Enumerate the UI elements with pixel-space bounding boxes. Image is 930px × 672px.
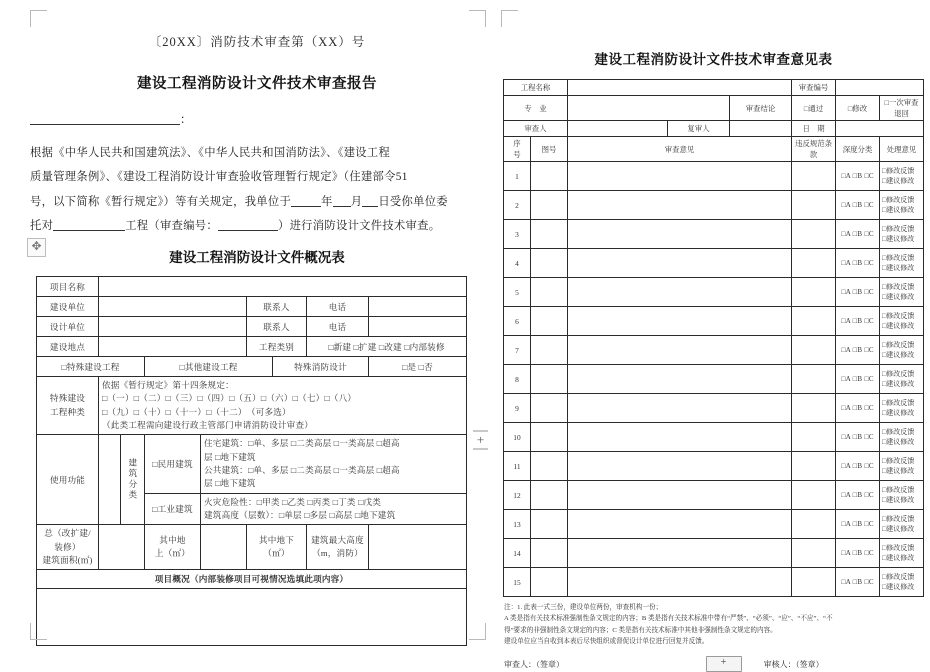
row-seq-13: 13 bbox=[504, 510, 531, 539]
cell-project-name-value[interactable] bbox=[99, 277, 467, 297]
cell-site-label: 建设地点 bbox=[37, 337, 99, 357]
row-clause-3[interactable] bbox=[792, 220, 836, 249]
footnote-line-2: A 类是指有关技术标准强制性条文规定的内容；B 类是指有关技术标准中带有“严禁”、“必须”、“应”、“不应”、“不 bbox=[504, 615, 833, 623]
para-line-3d: 日受你单位委 bbox=[378, 195, 448, 208]
cell-civil-building-checkbox[interactable]: □民用建筑 bbox=[145, 435, 201, 493]
row-depth-5[interactable]: □A □B □C bbox=[836, 278, 880, 307]
handling-option-suggest[interactable]: □建议修改 bbox=[882, 177, 915, 185]
cell-date-label: 日 期 bbox=[792, 121, 836, 137]
row-seq-11: 11 bbox=[504, 452, 531, 481]
total-area-line2: 建筑面积(㎡) bbox=[42, 554, 93, 565]
row-handling-11[interactable] bbox=[880, 452, 924, 481]
footnote-line-1: 注：1. 此表一式三份，建设单位两份，审查机构一份； bbox=[504, 604, 663, 611]
table-row bbox=[504, 80, 924, 96]
cell-design-unit-label: 设计单位 bbox=[37, 317, 99, 337]
overview-table-title: 建设工程消防设计文件概况表 bbox=[169, 250, 345, 266]
table-row bbox=[37, 317, 467, 337]
row-drawing-7[interactable] bbox=[531, 336, 568, 365]
row-seq-5: 5 bbox=[504, 278, 531, 307]
handling-option-suggest[interactable]: □建议修改 bbox=[882, 351, 915, 359]
addressee-colon: ： bbox=[180, 114, 192, 126]
cell-special-kind-label bbox=[37, 377, 99, 435]
row-handling-3[interactable] bbox=[880, 220, 924, 249]
row-drawing-12[interactable] bbox=[531, 481, 568, 510]
cell-total-area-label bbox=[37, 525, 99, 570]
cell-total-area-value[interactable] bbox=[99, 525, 145, 570]
column-header-seq bbox=[504, 137, 531, 162]
row-opinion-13[interactable] bbox=[568, 510, 792, 539]
row-depth-4[interactable]: □A □B □C bbox=[836, 249, 880, 278]
row-clause-12[interactable] bbox=[792, 481, 836, 510]
row-handling-6[interactable] bbox=[880, 307, 924, 336]
seq-header-bottom: 号 bbox=[513, 150, 521, 159]
cell-special-fire-design-label: 特殊消防设计 bbox=[273, 357, 369, 377]
crop-mark-top-left bbox=[30, 10, 47, 27]
para-year: 年 bbox=[321, 195, 333, 208]
cell-review-no-value[interactable] bbox=[836, 80, 924, 96]
handling-option-feedback[interactable]: □修改反馈 bbox=[882, 311, 915, 320]
cell-under-ground-label bbox=[247, 525, 307, 570]
row-clause-13[interactable] bbox=[792, 510, 836, 539]
building-class-vertical-text: 建筑分类 bbox=[127, 457, 138, 501]
add-row-button[interactable]: + bbox=[706, 656, 742, 672]
row-opinion-1[interactable] bbox=[568, 162, 792, 191]
row-drawing-13[interactable] bbox=[531, 510, 568, 539]
table-row bbox=[504, 510, 924, 539]
civil-line-4: 层 □地下建筑 bbox=[204, 478, 256, 489]
crop-mark-top-left-right-page bbox=[501, 10, 518, 27]
cell-overview-textarea[interactable] bbox=[37, 589, 467, 646]
cell-other-project-checkbox[interactable]: □其他建设工程 bbox=[145, 357, 273, 377]
cell-project-type-label: 工程类别 bbox=[247, 337, 307, 357]
cell-project-name-value-r[interactable] bbox=[568, 80, 792, 96]
handling-option-suggest[interactable]: □建议修改 bbox=[882, 235, 915, 243]
row-handling-4[interactable] bbox=[880, 249, 924, 278]
handling-option-feedback[interactable]: □修改反馈 bbox=[882, 398, 915, 407]
row-depth-3[interactable]: □A □B □C bbox=[836, 220, 880, 249]
column-header-review-opinion: 审查意见 bbox=[568, 137, 792, 162]
cell-date-value[interactable] bbox=[836, 121, 924, 137]
row-handling-2[interactable] bbox=[880, 191, 924, 220]
handling-option-suggest[interactable]: □建议修改 bbox=[882, 525, 915, 533]
row-drawing-2[interactable] bbox=[531, 191, 568, 220]
handling-option-feedback[interactable]: □修改反馈 bbox=[882, 485, 915, 494]
seq-header-top: 序 bbox=[513, 139, 521, 148]
under-ground-line1: 其中地下 bbox=[258, 534, 295, 545]
special-basis-text: 依据《暂行规定》第十四条规定： bbox=[102, 380, 234, 391]
max-height-line2: （m，消防） bbox=[312, 548, 363, 559]
table-row bbox=[504, 568, 924, 597]
table-row bbox=[504, 539, 924, 568]
row-opinion-2[interactable] bbox=[568, 191, 792, 220]
row-handling-5[interactable] bbox=[880, 278, 924, 307]
handling-option-suggest[interactable]: □建议修改 bbox=[882, 206, 915, 214]
report-body-paragraph bbox=[30, 141, 484, 238]
para-line-4a: 托对 bbox=[30, 219, 54, 232]
para-month: 月 bbox=[350, 195, 363, 208]
handling-option-suggest[interactable]: □建议修改 bbox=[882, 496, 915, 504]
crop-mark-top-right bbox=[469, 10, 486, 27]
cell-industrial-building-options[interactable] bbox=[201, 493, 467, 525]
handling-option-suggest[interactable]: □建议修改 bbox=[882, 322, 915, 330]
cell-project-name-label: 项目名称 bbox=[37, 277, 99, 297]
row-depth-9[interactable]: □A □B □C bbox=[836, 394, 880, 423]
handling-option-feedback[interactable]: □修改反馈 bbox=[882, 427, 915, 436]
row-opinion-3[interactable] bbox=[568, 220, 792, 249]
table-footnotes bbox=[504, 602, 924, 647]
row-opinion-9[interactable] bbox=[568, 394, 792, 423]
row-seq-15: 15 bbox=[504, 568, 531, 597]
handling-option-feedback[interactable]: □修改反馈 bbox=[882, 369, 915, 378]
addressee-blank[interactable] bbox=[30, 113, 180, 125]
row-opinion-4[interactable] bbox=[568, 249, 792, 278]
row-drawing-9[interactable] bbox=[531, 394, 568, 423]
row-handling-10[interactable] bbox=[880, 423, 924, 452]
resize-bar-bottom bbox=[473, 448, 488, 450]
handling-option-suggest[interactable]: □建议修改 bbox=[882, 438, 915, 446]
cell-industrial-building-checkbox[interactable]: □工业建筑 bbox=[145, 493, 201, 525]
para-line-1: 根据《中华人民共和国建筑法》、《中华人民共和国消防法》、《建设工程 bbox=[30, 147, 391, 159]
row-opinion-11[interactable] bbox=[568, 452, 792, 481]
row-drawing-6[interactable] bbox=[531, 307, 568, 336]
cell-phone-value[interactable] bbox=[369, 297, 467, 317]
table-row bbox=[504, 423, 924, 452]
table-row bbox=[37, 277, 467, 297]
row-opinion-14[interactable] bbox=[568, 539, 792, 568]
conclusion-option-revise[interactable]: □修改 bbox=[836, 96, 880, 121]
row-depth-15[interactable]: □A □B □C bbox=[836, 568, 880, 597]
row-opinion-8[interactable] bbox=[568, 365, 792, 394]
table-header-row bbox=[504, 137, 924, 162]
review-opinion-title: 建设工程消防设计文件技术审查意见表 bbox=[594, 52, 833, 67]
table-row bbox=[504, 121, 924, 137]
row-handling-8[interactable] bbox=[880, 365, 924, 394]
handling-option-feedback[interactable]: □修改反馈 bbox=[882, 282, 915, 291]
table-row bbox=[504, 452, 924, 481]
conclusion-option-return[interactable]: □一次审查退回 bbox=[880, 96, 924, 121]
max-height-line1: 建筑最大高度 bbox=[311, 534, 364, 545]
project-blank[interactable] bbox=[53, 218, 125, 231]
table-row bbox=[37, 297, 467, 317]
handling-option-feedback[interactable]: □修改反馈 bbox=[882, 514, 915, 523]
table-row bbox=[37, 337, 467, 357]
footnote-line-4: 建设单位应当自收到本表后尽快组织或督促设计单位进行回复并反馈。 bbox=[504, 637, 709, 645]
para-line-2: 质量管理条例》、《建设工程消防设计审查验收管理暂行规定》（住建部令51 bbox=[30, 171, 408, 184]
row-seq-1: 1 bbox=[504, 162, 531, 191]
row-clause-7[interactable] bbox=[792, 336, 836, 365]
row-seq-6: 6 bbox=[504, 307, 531, 336]
table-row bbox=[504, 278, 924, 307]
cell-design-unit-value[interactable] bbox=[99, 317, 247, 337]
cell-major-label: 专 业 bbox=[504, 96, 568, 121]
review-no-blank[interactable] bbox=[218, 218, 278, 231]
handling-option-feedback[interactable]: □修改反馈 bbox=[882, 543, 915, 552]
table-row bbox=[504, 336, 924, 365]
handling-option-suggest[interactable]: □建议修改 bbox=[882, 583, 915, 591]
row-depth-8[interactable]: □A □B □C bbox=[836, 365, 880, 394]
table-row bbox=[504, 307, 924, 336]
cell-re-reviewer-value[interactable] bbox=[730, 121, 792, 137]
cell-use-function-label: 使用功能 bbox=[37, 435, 99, 525]
para-line-4c: ）进行消防设计文件技术审查。 bbox=[277, 219, 441, 232]
row-depth-6[interactable]: □A □B □C bbox=[836, 307, 880, 336]
addressee-line bbox=[30, 111, 492, 127]
cell-overview-title: 项目概况（内部装修项目可视情况选填此项内容） bbox=[37, 570, 467, 589]
row-handling-7[interactable] bbox=[880, 336, 924, 365]
page-title: 建设工程消防设计文件技术审查报告 bbox=[137, 76, 377, 92]
month-blank[interactable] bbox=[333, 194, 351, 207]
handling-option-feedback[interactable]: □修改反馈 bbox=[882, 572, 915, 581]
table-row bbox=[37, 589, 467, 646]
row-depth-13[interactable]: □A □B □C bbox=[836, 510, 880, 539]
cell-use-function-value[interactable] bbox=[99, 435, 121, 525]
row-seq-8: 8 bbox=[504, 365, 531, 394]
signature-reviewer: 审查人：（签章） bbox=[504, 659, 564, 669]
para-line-3a: 号，以下简称《暂行规定》）等有关规定，我单位于 bbox=[30, 195, 292, 208]
cell-phone-label: 电话 bbox=[307, 297, 369, 317]
move-handle-icon[interactable]: ✥ bbox=[27, 238, 46, 257]
row-seq-4: 4 bbox=[504, 249, 531, 278]
handling-option-suggest[interactable]: □建议修改 bbox=[882, 380, 915, 388]
table-row bbox=[504, 394, 924, 423]
handling-option-feedback[interactable]: □修改反馈 bbox=[882, 253, 915, 262]
row-handling-15[interactable] bbox=[880, 568, 924, 597]
cell-civil-building-options[interactable] bbox=[201, 435, 467, 493]
row-opinion-10[interactable] bbox=[568, 423, 792, 452]
total-area-line1: 总（改扩建/装修） bbox=[44, 528, 91, 552]
row-opinion-6[interactable] bbox=[568, 307, 792, 336]
column-header-drawing-no: 图号 bbox=[531, 137, 568, 162]
handling-option-suggest[interactable]: □建议修改 bbox=[882, 467, 915, 475]
row-drawing-15[interactable] bbox=[531, 568, 568, 597]
row-depth-7[interactable]: □A □B □C bbox=[836, 336, 880, 365]
row-depth-2[interactable]: □A □B □C bbox=[836, 191, 880, 220]
row-handling-13[interactable] bbox=[880, 510, 924, 539]
column-header-handling-opinion: 处理意见 bbox=[880, 137, 924, 162]
handling-option-feedback[interactable]: □修改反馈 bbox=[882, 195, 915, 204]
row-clause-11[interactable] bbox=[792, 452, 836, 481]
civil-line-1: 住宅建筑：□单、多层 □二类高层 □一类高层 □超高 bbox=[204, 438, 400, 449]
handling-option-suggest[interactable]: □建议修改 bbox=[882, 264, 915, 272]
left-document-page bbox=[22, 4, 492, 646]
table-resize-control[interactable] bbox=[472, 430, 489, 478]
row-handling-14[interactable] bbox=[880, 539, 924, 568]
row-opinion-12[interactable] bbox=[568, 481, 792, 510]
handling-option-suggest[interactable]: □建议修改 bbox=[882, 554, 915, 562]
column-header-depth-class: 深度分类 bbox=[836, 137, 880, 162]
row-clause-8[interactable] bbox=[792, 365, 836, 394]
cell-site-value[interactable] bbox=[99, 337, 247, 357]
cell-building-class-label bbox=[121, 435, 145, 525]
table-row bbox=[37, 377, 467, 435]
cell-phone2-value[interactable] bbox=[369, 317, 467, 337]
row-clause-1[interactable] bbox=[792, 162, 836, 191]
row-drawing-10[interactable] bbox=[531, 423, 568, 452]
table-resize-plus[interactable]: + bbox=[476, 432, 485, 447]
cell-review-conclusion-label: 审查结论 bbox=[730, 96, 792, 121]
table-row bbox=[504, 162, 924, 191]
row-seq-7: 7 bbox=[504, 336, 531, 365]
table-row bbox=[504, 249, 924, 278]
above-ground-line1: 其中地 bbox=[159, 534, 186, 545]
handling-option-feedback[interactable]: □修改反馈 bbox=[882, 166, 915, 175]
cell-contact2-label: 联系人 bbox=[247, 317, 307, 337]
table-row bbox=[504, 365, 924, 394]
handling-option-feedback[interactable]: □修改反馈 bbox=[882, 456, 915, 465]
crop-mark-bottom-right bbox=[469, 623, 486, 640]
civil-line-2: 层 □地下建筑 bbox=[204, 451, 256, 462]
cell-review-no-label: 审查编号 bbox=[792, 80, 836, 96]
table-row bbox=[37, 435, 467, 493]
handling-option-feedback[interactable]: □修改反馈 bbox=[882, 340, 915, 349]
cell-reviewer-value[interactable] bbox=[568, 121, 668, 137]
civil-line-3: 公共建筑：□单、多层 □二类高层 □一类高层 □超高 bbox=[204, 465, 400, 475]
row-clause-9[interactable] bbox=[792, 394, 836, 423]
handling-option-suggest[interactable]: □建议修改 bbox=[882, 293, 915, 301]
row-drawing-1[interactable] bbox=[531, 162, 568, 191]
row-seq-10: 10 bbox=[504, 423, 531, 452]
year-blank[interactable] bbox=[291, 194, 321, 207]
row-opinion-5[interactable] bbox=[568, 278, 792, 307]
table-row bbox=[37, 525, 467, 570]
special-options-line1[interactable]: □（一）□（二）□（三）□（四）□（五）□（六）□（七）□（八） bbox=[102, 393, 357, 404]
cell-above-ground-value[interactable] bbox=[201, 525, 247, 570]
column-header-violated-clause: 违反规范条款 bbox=[792, 137, 836, 162]
row-opinion-7[interactable] bbox=[568, 336, 792, 365]
row-clause-14[interactable] bbox=[792, 539, 836, 568]
row-seq-14: 14 bbox=[504, 539, 531, 568]
cell-project-name-label-r: 工程名称 bbox=[504, 80, 568, 96]
cell-major-value[interactable] bbox=[568, 96, 730, 121]
handling-option-feedback[interactable]: □修改反馈 bbox=[882, 224, 915, 233]
footnote-line-3: 得”要求的非强制性条文规定的内容；C 类是指有关技术标准中其他非强制性条文规定的内容。 bbox=[504, 626, 777, 634]
row-clause-5[interactable] bbox=[792, 278, 836, 307]
industrial-line-1: 火灾危险性：□甲类 □乙类 □丙类 □丁类 □戊类 bbox=[204, 496, 382, 507]
special-kind-label-line2: 工程种类 bbox=[49, 406, 86, 417]
table-row bbox=[504, 481, 924, 510]
row-depth-1[interactable]: □A □B □C bbox=[836, 162, 880, 191]
cell-build-unit-label: 建设单位 bbox=[37, 297, 99, 317]
table-row bbox=[504, 220, 924, 249]
cell-above-ground-label bbox=[145, 525, 201, 570]
row-seq-3: 3 bbox=[504, 220, 531, 249]
row-drawing-8[interactable] bbox=[531, 365, 568, 394]
cell-special-project-checkbox[interactable]: □特殊建设工程 bbox=[37, 357, 145, 377]
signature-approver: 审核人：（签章） bbox=[763, 659, 824, 669]
row-drawing-14[interactable] bbox=[531, 539, 568, 568]
cell-yes-no-options[interactable]: □是 □否 bbox=[369, 357, 467, 377]
above-ground-line2: 上（㎡） bbox=[154, 548, 191, 559]
row-drawing-11[interactable] bbox=[531, 452, 568, 481]
cell-max-height-label bbox=[307, 525, 369, 570]
special-kind-label-line1: 特殊建设 bbox=[49, 393, 86, 404]
signature-row bbox=[504, 656, 924, 672]
para-line-4b: 工程（审查编号： bbox=[125, 219, 218, 232]
row-drawing-3[interactable] bbox=[531, 220, 568, 249]
cell-contact-label: 联系人 bbox=[247, 297, 307, 317]
cell-max-height-value[interactable] bbox=[369, 525, 467, 570]
project-overview-table bbox=[36, 276, 467, 646]
document-number-header: 〔20XX〕消防技术审查第（XX）号 bbox=[148, 35, 366, 49]
cell-build-unit-value[interactable] bbox=[99, 297, 247, 317]
cell-project-type-options[interactable]: □新建 □扩建 □改建 □内部装修 bbox=[307, 337, 467, 357]
special-note-text: （此类工程需向建设行政主管部门申请消防设计审查） bbox=[102, 420, 314, 431]
table-row bbox=[37, 357, 467, 377]
cell-special-kind-options[interactable] bbox=[99, 377, 467, 435]
right-document-page bbox=[497, 4, 930, 669]
cell-reviewer-label: 审查人 bbox=[504, 121, 568, 137]
table-row bbox=[37, 570, 467, 589]
handling-option-suggest[interactable]: □建议修改 bbox=[882, 409, 915, 417]
row-depth-12[interactable]: □A □B □C bbox=[836, 481, 880, 510]
crop-mark-bottom-left bbox=[30, 623, 47, 640]
industrial-line-2: 建筑高度（层数）：□单层 □多层 □高层 □地下建筑 bbox=[204, 509, 396, 520]
special-options-line2[interactable]: □（九）□（十）□（十一）□（十二） （可多选） bbox=[102, 406, 291, 417]
row-clause-4[interactable] bbox=[792, 249, 836, 278]
row-clause-10[interactable] bbox=[792, 423, 836, 452]
row-depth-10[interactable]: □A □B □C bbox=[836, 423, 880, 452]
row-drawing-5[interactable] bbox=[531, 278, 568, 307]
row-handling-12[interactable] bbox=[880, 481, 924, 510]
row-clause-6[interactable] bbox=[792, 307, 836, 336]
under-ground-line2: （㎡） bbox=[263, 548, 290, 559]
cell-re-reviewer-label: 复审人 bbox=[668, 121, 730, 137]
row-seq-2: 2 bbox=[504, 191, 531, 220]
cell-phone2-label: 电话 bbox=[307, 317, 369, 337]
table-row bbox=[504, 191, 924, 220]
row-drawing-4[interactable] bbox=[531, 249, 568, 278]
row-seq-9: 9 bbox=[504, 394, 531, 423]
row-seq-12: 12 bbox=[504, 481, 531, 510]
day-blank[interactable] bbox=[362, 194, 378, 207]
row-clause-15[interactable] bbox=[792, 568, 836, 597]
conclusion-option-pass[interactable]: □通过 bbox=[792, 96, 836, 121]
row-opinion-15[interactable] bbox=[568, 568, 792, 597]
row-clause-2[interactable] bbox=[792, 191, 836, 220]
review-opinion-table bbox=[503, 79, 924, 597]
row-handling-9[interactable] bbox=[880, 394, 924, 423]
row-depth-14[interactable]: □A □B □C bbox=[836, 539, 880, 568]
row-handling-1[interactable] bbox=[880, 162, 924, 191]
row-depth-11[interactable]: □A □B □C bbox=[836, 452, 880, 481]
table-row bbox=[504, 96, 924, 121]
